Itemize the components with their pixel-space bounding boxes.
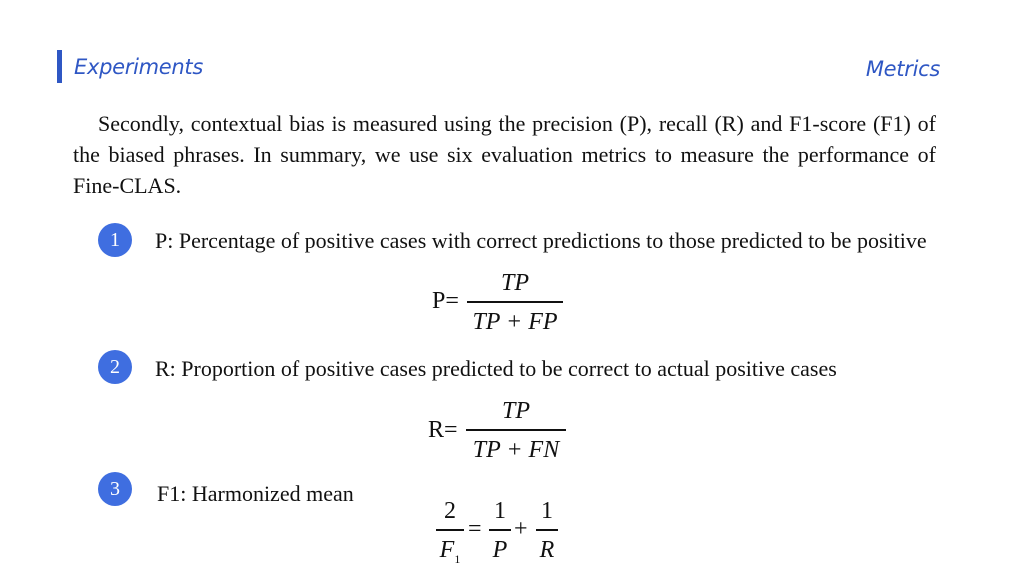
plus-sign: + bbox=[514, 516, 528, 542]
fraction-bar bbox=[536, 529, 558, 531]
item-number-badge: 3 bbox=[98, 472, 132, 506]
item-number-badge: 2 bbox=[98, 350, 132, 384]
formula-numerator: 2 bbox=[444, 498, 456, 524]
fraction-bar bbox=[489, 529, 511, 531]
formula-denominator: P bbox=[492, 536, 508, 563]
section-title: Experiments bbox=[74, 55, 203, 79]
formula-numerator: TP bbox=[500, 270, 529, 296]
item-number-badge: 1 bbox=[98, 223, 132, 257]
header-accent-bar bbox=[57, 50, 62, 83]
formula-fraction bbox=[436, 498, 464, 567]
formula-denominator: TP + FN bbox=[472, 436, 560, 463]
formula-denominator: TP + FP bbox=[472, 308, 558, 335]
denominator-subscript: 1 bbox=[454, 551, 461, 566]
formula-fraction bbox=[536, 498, 558, 564]
formula-lhs: P= bbox=[432, 288, 459, 314]
item-text-f1: F1: Harmonized mean bbox=[157, 481, 354, 506]
item-text-recall: R: Proportion of positive cases predicted to be correct to actual positive cases bbox=[155, 356, 837, 381]
fraction-bar bbox=[467, 301, 563, 303]
formula-fraction bbox=[467, 270, 563, 336]
formula-denominator: R bbox=[539, 536, 555, 563]
denominator-variable: F bbox=[439, 536, 455, 563]
formula-numerator: 1 bbox=[494, 498, 506, 524]
formula-fraction bbox=[466, 398, 566, 464]
fraction-bar bbox=[436, 529, 464, 531]
formula-lhs: R= bbox=[428, 417, 458, 443]
formula-fraction bbox=[489, 498, 511, 564]
formula-denominator bbox=[436, 537, 464, 567]
formula-numerator: 1 bbox=[541, 498, 553, 524]
fraction-bar bbox=[466, 429, 566, 431]
equals-sign: = bbox=[468, 516, 482, 542]
formula-numerator: TP bbox=[501, 398, 530, 424]
intro-paragraph: Secondly, contextual bias is measured using the precision (P), recall (R) and F1-score (F1) of the biased phrases. In summary, we use six evaluation metrics to measure the performance of Fine-CLAS. bbox=[73, 111, 936, 198]
item-text-precision: P: Percentage of positive cases with correct predictions to those predicted to be positive bbox=[155, 228, 927, 253]
topic-title: Metrics bbox=[865, 57, 940, 81]
